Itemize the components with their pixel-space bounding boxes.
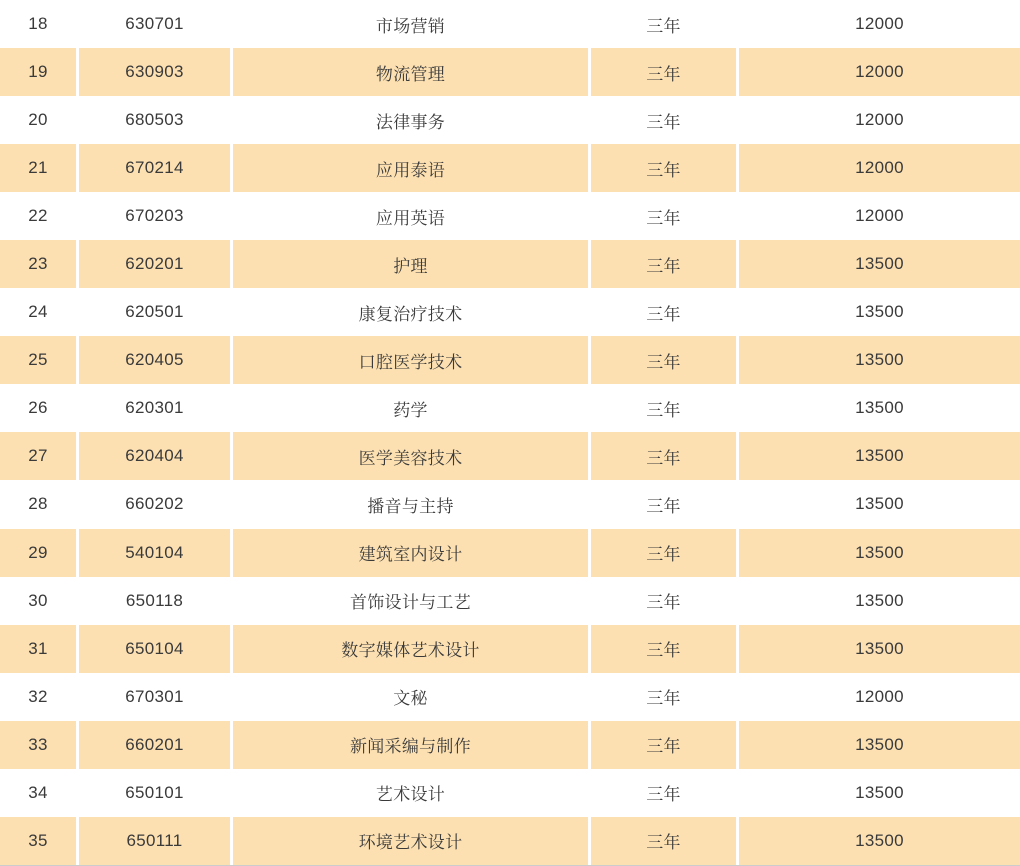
cell-duration: 三年 bbox=[591, 577, 739, 625]
cell-major-name: 物流管理 bbox=[233, 48, 591, 96]
cell-major-code: 670214 bbox=[79, 144, 233, 192]
cell-duration: 三年 bbox=[591, 432, 739, 480]
cell-major-code: 620405 bbox=[79, 336, 233, 384]
table-row bbox=[0, 769, 1020, 817]
cell-major-name: 首饰设计与工艺 bbox=[233, 577, 591, 625]
cell-row-number: 18 bbox=[0, 0, 79, 48]
cell-major-code: 620301 bbox=[79, 384, 233, 432]
table-row bbox=[0, 673, 1020, 721]
table-row bbox=[0, 384, 1020, 432]
cell-tuition: 13500 bbox=[739, 288, 1020, 336]
cell-tuition: 13500 bbox=[739, 336, 1020, 384]
cell-tuition: 13500 bbox=[739, 480, 1020, 528]
cell-tuition: 13500 bbox=[739, 432, 1020, 480]
table-row bbox=[0, 240, 1020, 288]
cell-major-name: 数字媒体艺术设计 bbox=[233, 625, 591, 673]
cell-major-code: 620501 bbox=[79, 288, 233, 336]
cell-tuition: 12000 bbox=[739, 48, 1020, 96]
cell-duration: 三年 bbox=[591, 625, 739, 673]
cell-row-number: 29 bbox=[0, 529, 79, 577]
cell-tuition: 12000 bbox=[739, 96, 1020, 144]
cell-major-name: 法律事务 bbox=[233, 96, 591, 144]
table-row bbox=[0, 721, 1020, 769]
table-row bbox=[0, 625, 1020, 673]
cell-duration: 三年 bbox=[591, 817, 739, 865]
cell-duration: 三年 bbox=[591, 769, 739, 817]
cell-row-number: 31 bbox=[0, 625, 79, 673]
cell-major-name: 护理 bbox=[233, 240, 591, 288]
table-row bbox=[0, 192, 1020, 240]
cell-row-number: 19 bbox=[0, 48, 79, 96]
cell-tuition: 13500 bbox=[739, 721, 1020, 769]
cell-major-name: 市场营销 bbox=[233, 0, 591, 48]
cell-tuition: 13500 bbox=[739, 529, 1020, 577]
cell-major-name: 医学美容技术 bbox=[233, 432, 591, 480]
cell-duration: 三年 bbox=[591, 529, 739, 577]
cell-duration: 三年 bbox=[591, 48, 739, 96]
cell-row-number: 24 bbox=[0, 288, 79, 336]
cell-tuition: 12000 bbox=[739, 0, 1020, 48]
cell-duration: 三年 bbox=[591, 384, 739, 432]
cell-row-number: 25 bbox=[0, 336, 79, 384]
cell-duration: 三年 bbox=[591, 673, 739, 721]
cell-major-name: 康复治疗技术 bbox=[233, 288, 591, 336]
table-row bbox=[0, 817, 1020, 865]
cell-major-code: 630903 bbox=[79, 48, 233, 96]
table-row bbox=[0, 96, 1020, 144]
cell-duration: 三年 bbox=[591, 288, 739, 336]
cell-major-name: 应用泰语 bbox=[233, 144, 591, 192]
cell-major-name: 口腔医学技术 bbox=[233, 336, 591, 384]
cell-row-number: 27 bbox=[0, 432, 79, 480]
cell-duration: 三年 bbox=[591, 192, 739, 240]
cell-major-code: 660201 bbox=[79, 721, 233, 769]
cell-duration: 三年 bbox=[591, 240, 739, 288]
cell-major-code: 650111 bbox=[79, 817, 233, 865]
cell-major-name: 药学 bbox=[233, 384, 591, 432]
cell-major-code: 630701 bbox=[79, 0, 233, 48]
cell-tuition: 13500 bbox=[739, 817, 1020, 865]
table-row bbox=[0, 0, 1020, 48]
cell-major-code: 660202 bbox=[79, 480, 233, 528]
cell-tuition: 13500 bbox=[739, 384, 1020, 432]
cell-row-number: 33 bbox=[0, 721, 79, 769]
cell-row-number: 22 bbox=[0, 192, 79, 240]
cell-row-number: 23 bbox=[0, 240, 79, 288]
cell-major-code: 650118 bbox=[79, 577, 233, 625]
cell-major-code: 620201 bbox=[79, 240, 233, 288]
cell-row-number: 34 bbox=[0, 769, 79, 817]
table-row bbox=[0, 480, 1020, 528]
cell-tuition: 12000 bbox=[739, 192, 1020, 240]
cell-row-number: 30 bbox=[0, 577, 79, 625]
cell-row-number: 26 bbox=[0, 384, 79, 432]
cell-major-name: 艺术设计 bbox=[233, 769, 591, 817]
cell-tuition: 13500 bbox=[739, 769, 1020, 817]
cell-major-name: 播音与主持 bbox=[233, 480, 591, 528]
table-row bbox=[0, 432, 1020, 480]
cell-major-code: 540104 bbox=[79, 529, 233, 577]
cell-row-number: 20 bbox=[0, 96, 79, 144]
cell-tuition: 13500 bbox=[739, 240, 1020, 288]
cell-duration: 三年 bbox=[591, 480, 739, 528]
cell-major-name: 文秘 bbox=[233, 673, 591, 721]
cell-tuition: 12000 bbox=[739, 144, 1020, 192]
cell-duration: 三年 bbox=[591, 144, 739, 192]
cell-major-code: 670203 bbox=[79, 192, 233, 240]
cell-duration: 三年 bbox=[591, 721, 739, 769]
table-row bbox=[0, 336, 1020, 384]
cell-row-number: 21 bbox=[0, 144, 79, 192]
cell-major-code: 620404 bbox=[79, 432, 233, 480]
cell-row-number: 35 bbox=[0, 817, 79, 865]
cell-major-code: 680503 bbox=[79, 96, 233, 144]
cell-duration: 三年 bbox=[591, 0, 739, 48]
table-row bbox=[0, 144, 1020, 192]
cell-duration: 三年 bbox=[591, 336, 739, 384]
cell-row-number: 28 bbox=[0, 480, 79, 528]
cell-duration: 三年 bbox=[591, 96, 739, 144]
table-row bbox=[0, 577, 1020, 625]
cell-major-name: 应用英语 bbox=[233, 192, 591, 240]
cell-major-code: 650101 bbox=[79, 769, 233, 817]
table-row bbox=[0, 48, 1020, 96]
cell-major-name: 新闻采编与制作 bbox=[233, 721, 591, 769]
cell-tuition: 13500 bbox=[739, 625, 1020, 673]
cell-tuition: 12000 bbox=[739, 673, 1020, 721]
table-row bbox=[0, 288, 1020, 336]
cell-major-code: 670301 bbox=[79, 673, 233, 721]
cell-major-name: 建筑室内设计 bbox=[233, 529, 591, 577]
cell-row-number: 32 bbox=[0, 673, 79, 721]
cell-major-code: 650104 bbox=[79, 625, 233, 673]
table-row bbox=[0, 529, 1020, 577]
cell-tuition: 13500 bbox=[739, 577, 1020, 625]
cell-major-name: 环境艺术设计 bbox=[233, 817, 591, 865]
